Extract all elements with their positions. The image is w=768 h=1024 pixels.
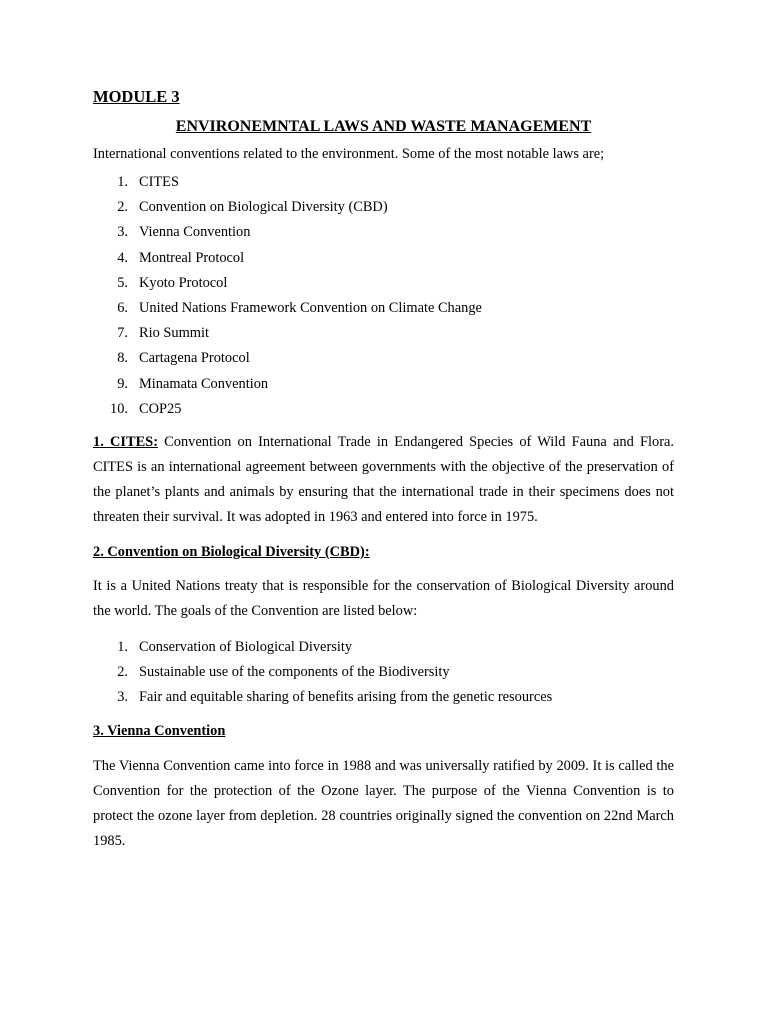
list-item [93,170,674,195]
list-label: Kyoto Protocol [139,274,228,291]
cites-heading: 1. CITES: [93,433,158,450]
conventions-list [93,170,674,422]
list-item [93,195,674,220]
list-number: 10. [110,400,128,417]
list-item [93,372,674,397]
document-page [93,86,674,854]
list-label: Vienna Convention [139,224,251,241]
list-label: Conservation of Biological Diversity [139,638,353,655]
list-number: 1. [117,174,128,190]
list-item [93,635,674,660]
list-number: 3. [117,689,128,706]
list-label: Convention on Biological Diversity (CBD) [139,199,388,216]
list-number: 2. [117,664,128,681]
list-number: 4. [117,249,128,266]
list-label: CITES [139,174,179,190]
list-item [93,246,674,271]
list-number: 7. [117,325,128,342]
list-number: 3. [117,224,128,241]
main-title: ENVIRONEMNTAL LAWS AND WASTE MANAGEMENT [175,118,592,135]
list-label: Rio Summit [139,325,209,342]
vienna-heading: 3. Vienna Convention [93,723,226,740]
list-label: Sustainable use of the components of the Biodiversity [139,664,450,681]
cites-text: Convention on International Trade in Endangered Species of Wild Fauna and Flora. CITES is an international agreement between governments with the objective of the preservation of the planet’s plants and animals by ensuring that the international trade in their specimens does not threaten their survival. It was adopted in 1963 and entered into force in 1975. [93,433,674,525]
list-item [93,296,674,321]
list-label: United Nations Framework Convention on Climate Change [139,299,482,316]
list-item [93,220,674,245]
list-number: 5. [117,274,128,291]
list-item [93,660,674,685]
list-label: Montreal Protocol [139,249,245,266]
list-item [93,271,674,296]
list-number: 2. [117,199,128,216]
list-number: 6. [117,299,128,316]
list-label: Minamata Convention [139,375,269,392]
list-item [93,346,674,371]
vienna-paragraph: The Vienna Convention came into force in 1988 and was universally ratified by 2009. It is called the Convention for the protection of the Ozone layer. The purpose of the Vienna Convention is to protect the ozone layer from depletion. 28 countries originally signed the convention on 22nd March 1985. [93,758,674,850]
list-item [93,397,674,422]
list-number: 1. [117,638,128,655]
list-label: Cartagena Protocol [139,350,250,367]
list-item [93,321,674,346]
module-title: MODULE 3 [93,87,180,106]
list-item [93,685,674,710]
list-number: 8. [117,350,128,367]
list-label: COP25 [139,400,182,417]
cites-paragraph [93,430,674,530]
cbd-goals-list [93,635,674,711]
intro-text: International conventions related to the environment. Some of the most notable laws are; [93,146,605,162]
list-number: 9. [117,375,128,392]
list-label: Fair and equitable sharing of benefits arising from the genetic resources [139,689,553,706]
cbd-paragraph: It is a United Nations treaty that is responsible for the conservation of Biological Diversity around the world. The goals of the Convention are listed below: [93,577,674,619]
cbd-heading: 2. Convention on Biological Diversity (CBD): [93,543,370,560]
